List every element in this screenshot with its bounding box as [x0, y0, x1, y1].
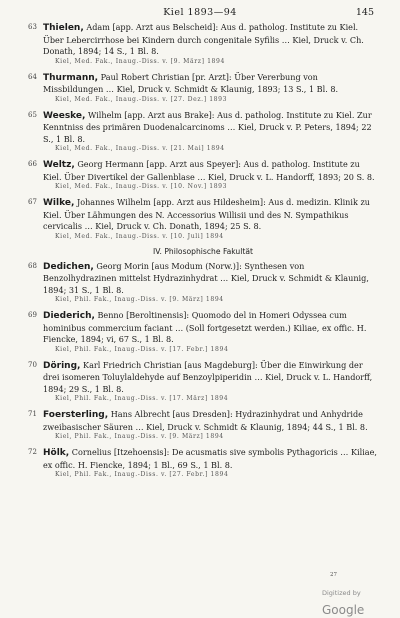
entry-number: 70	[28, 360, 37, 369]
signature-mark: 27	[330, 572, 337, 578]
entry-number: 68	[28, 261, 37, 270]
entry-number: 63	[28, 23, 37, 31]
entry-author: Weeske,	[43, 110, 86, 121]
entry-text: Cornelius [Itzehoensis]: De acusmatis sive symbolis Pythagoricis … Kiliae, ex offic. H. Fiencke, 1894; 1 Bl., 69 S., 1 Bl. 8.	[43, 447, 377, 470]
entry-meta: Kiel, Med. Fak., Inaug.-Diss. v. [21. Mai] 1894	[55, 145, 225, 152]
entry-number: 69	[28, 311, 37, 319]
running-title: Kiel 1893—94	[163, 7, 237, 18]
entry-meta: Kiel, Phil. Fak., Inaug.-Diss. v. [9. März] 1894	[55, 296, 224, 303]
entry-meta: Kiel, Phil. Fak., Inaug.-Diss. v. [17. Febr.] 1894	[55, 345, 229, 353]
entry-number: 65	[28, 110, 37, 119]
entry-meta: Kiel, Med. Fak., Inaug.-Diss. v. [10. Nov.] 1893	[55, 183, 228, 190]
entry-number: 64	[28, 72, 37, 81]
entry-text: Johannes Wilhelm [app. Arzt aus Hildesheim]: Aus d. medizin. Klinik zu Kiel. Über Lähmungen des N. Accessorius Willisii und des N. Sympathikus cervicalis … Kiel, Druck v. Ch. Donath, 1894; 25 S. 8.	[43, 197, 370, 231]
entry-meta: Kiel, Med. Fak., Inaug.-Diss. v. [9. März] 1894	[55, 57, 225, 65]
entry-text: Georg Hermann [app. Arzt aus Speyer]: Aus d. patholog. Institute zu Kiel. Über Divertikel der Gallenblase … Kiel, Druck v. L. Handorff, 1893; 20 S. 8.	[43, 159, 375, 182]
section-heading: IV. Philosophische Fakultät	[153, 246, 253, 256]
entry-meta: Kiel, Phil. Fak., Inaug.-Diss. v. [27. Febr.] 1894	[55, 471, 229, 478]
entry-71	[28, 409, 378, 441]
page-header	[0, 7, 400, 21]
entry-author: Dedichen,	[43, 261, 94, 272]
entry-text: Karl Friedrich Christian [aus Magdeburg]: Über die Einwirkung der drei isomeren Toluylaldehyde auf Benzoylpiperidin … Kiel, Druck v. L. Handorff, 1894; 29 S., 1 Bl. 8.	[43, 359, 373, 394]
entry-author: Hölk,	[43, 448, 70, 458]
entry-text: Paul Robert Christian [pr. Arzt]: Über Vererbung von Missbildungen … Kiel, Druck v. Schmidt & Klaunig, 1893; 13 S., 1 Bl. 8.	[43, 71, 339, 94]
entry-author: Weltz,	[43, 160, 75, 170]
entry-author: Thielen,	[43, 23, 84, 33]
entry-text: Wilhelm [app. Arzt aus Brake]: Aus d. patholog. Institute zu Kiel. Zur Kenntniss des primären Duodenalcarcinoms … Kiel, Druck v. P. Peters, 1894; 22 S., 1 Bl. 8.	[43, 109, 372, 144]
entry-meta: Kiel, Phil. Fak., Inaug.-Diss. v. [9. März] 1894	[55, 433, 224, 440]
entry-66	[28, 159, 378, 191]
entry-author: Diederich,	[43, 311, 95, 321]
entry-author: Thurmann,	[43, 72, 99, 83]
entry-text: Georg Morin [aus Modum (Norw.)]: Synthesen von Benzolhydrazinen mittelst Hydrazinhydrat … Kiel, Druck v. Schmidt & Klaunig, 1894; 31 S., 1 Bl. 8.	[43, 260, 369, 295]
entry-70	[28, 360, 378, 404]
entry-author: Wilke,	[43, 198, 75, 208]
entry-list	[28, 22, 378, 485]
entry-text: Adam [app. Arzt aus Belscheid]: Aus d. patholog. Institute zu Kiel. Über Lebercirrhose bei Kindern durch congenitale Syfilis … Kiel, Druck v. Ch. Donath, 1894; 14 S., 1 Bl. 8.	[43, 22, 364, 56]
entry-72	[28, 447, 378, 479]
entry-author: Döring,	[43, 360, 81, 371]
entry-65	[28, 110, 378, 154]
entry-number: 67	[28, 198, 37, 206]
entry-meta: Kiel, Phil. Fak., Inaug.-Diss. v. [17. März] 1894	[55, 395, 229, 402]
entry-text: Benno [Beroltinensis]: Quomodo del in Homeri Odyssea cum hominibus commercium faciant … (Soll fortgesetzt werden.) Kiliae, ex offic. H. Fiencke, 1894; vi, 67 S., 1 Bl. 8.	[43, 310, 367, 344]
entry-64	[28, 72, 378, 104]
page-number: 145	[355, 7, 374, 18]
entry-68	[28, 261, 378, 305]
entry-meta: Kiel, Med. Fak., Inaug.-Diss. v. [27. Dez.] 1893	[55, 95, 228, 103]
entry-67	[28, 197, 378, 241]
watermark-prefix: Digitized by	[322, 589, 361, 597]
google-logo: Google	[322, 603, 365, 617]
entry-69	[28, 310, 378, 354]
entry-63	[28, 22, 378, 66]
entry-number: 72	[28, 448, 37, 456]
entry-meta: Kiel, Med. Fak., Inaug.-Diss. v. [10. Juli] 1894	[55, 232, 224, 240]
google-watermark	[322, 580, 400, 618]
entry-number: 71	[28, 410, 37, 418]
entry-author: Foersterling,	[43, 410, 109, 420]
entry-number: 66	[28, 160, 37, 168]
entry-text: Hans Albrecht [aus Dresden]: Hydrazinhydrat und Anhydride zweibasischer Säuren … Kiel, Druck v. Schmidt & Klaunig, 1894; 44 S., 1 Bl. 8.	[43, 409, 368, 432]
